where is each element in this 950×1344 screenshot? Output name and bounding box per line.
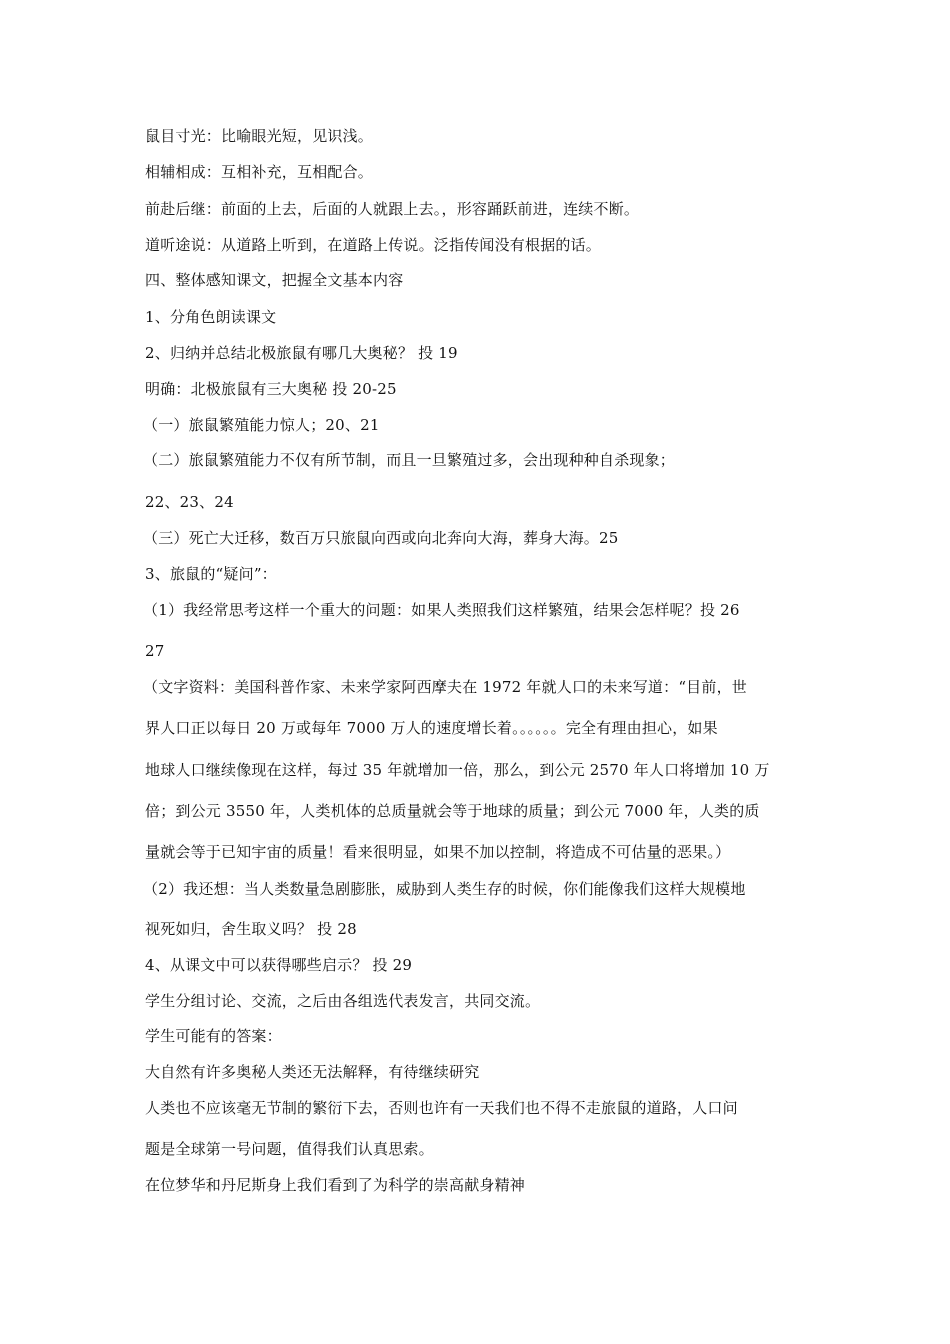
text-line: 大自然有许多奥秘人类还无法解释，有待继续研究: [145, 1063, 480, 1081]
text-line: 相辅相成：互相补充，互相配合。: [145, 163, 374, 181]
text-line: 3、旅鼠的“疑问”：: [145, 565, 277, 583]
text-line: 1、分角色朗读课文: [145, 308, 277, 326]
text-line: 4、从课文中可以获得哪些启示？ 投 29: [145, 956, 413, 974]
text-line: 前赴后继：前面的上去，后面的人就跟上去。，形容踊跃前进，连续不断。: [145, 200, 640, 218]
text-line: 道听途说：从道路上听到，在道路上传说。泛指传闻没有根据的话。: [145, 236, 602, 254]
text-line: 地球人口继续像现在这样，每过 35 年就增加一倍，那么，到公元 2570 年人口将增加 10 万: [145, 761, 770, 779]
text-line: 在位梦华和丹尼斯身上我们看到了为科学的崇高献身精神: [145, 1176, 526, 1194]
text-line: 界人口正以每日 20 万或每年 7000 万人的速度增长着。。。。。。完全有理由担心，如果: [145, 719, 718, 737]
text-line: 量就会等于已知宇宙的质量！看来很明显，如果不加以控制，将造成不可估量的恶果。）: [145, 843, 731, 861]
text-line: 鼠目寸光：比喻眼光短，见识浅。: [145, 127, 374, 145]
text-line: 2、归纳并总结北极旅鼠有哪几大奥秘？ 投 19: [145, 344, 458, 362]
text-line: 人类也不应该毫无节制的繁衍下去，否则也许有一天我们也不得不走旅鼠的道路，人口问: [145, 1099, 738, 1117]
text-line: （三）死亡大迁移，数百万只旅鼠向西或向北奔向大海，葬身大海。25: [143, 529, 619, 547]
text-line: （一）旅鼠繁殖能力惊人；20、21: [143, 416, 380, 434]
text-line: 学生可能有的答案：: [145, 1027, 282, 1045]
text-line: 学生分组讨论、交流，之后由各组选代表发言，共同交流。: [145, 992, 541, 1010]
text-line: 27: [145, 642, 165, 660]
section-heading: 四、整体感知课文，把握全文基本内容: [145, 271, 404, 289]
text-line: （2）我还想：当人类数量急剧膨胀，威胁到人类生存的时候，你们能像我们这样大规模地: [143, 880, 746, 898]
text-line: 题是全球第一号问题，值得我们认真思索。: [145, 1140, 434, 1158]
text-line: 明确：北极旅鼠有三大奥秘 投 20-25: [145, 380, 397, 398]
text-line: 倍；到公元 3550 年，人类机体的总质量就会等于地球的质量；到公元 7000 年，人类的质: [145, 802, 760, 820]
text-line: （文字资料：美国科普作家、未来学家阿西摩夫在 1972 年就人口的未来写道：“目前，世: [143, 678, 747, 696]
text-line: 视死如归，舍生取义吗？ 投 28: [145, 920, 357, 938]
text-line: （二）旅鼠繁殖能力不仅有所节制，而且一旦繁殖过多，会出现种种自杀现象；: [143, 451, 676, 469]
text-line: 22、23、24: [145, 493, 234, 511]
text-line: （1）我经常思考这样一个重大的问题：如果人类照我们这样繁殖，结果会怎样呢？投 26: [143, 601, 740, 619]
